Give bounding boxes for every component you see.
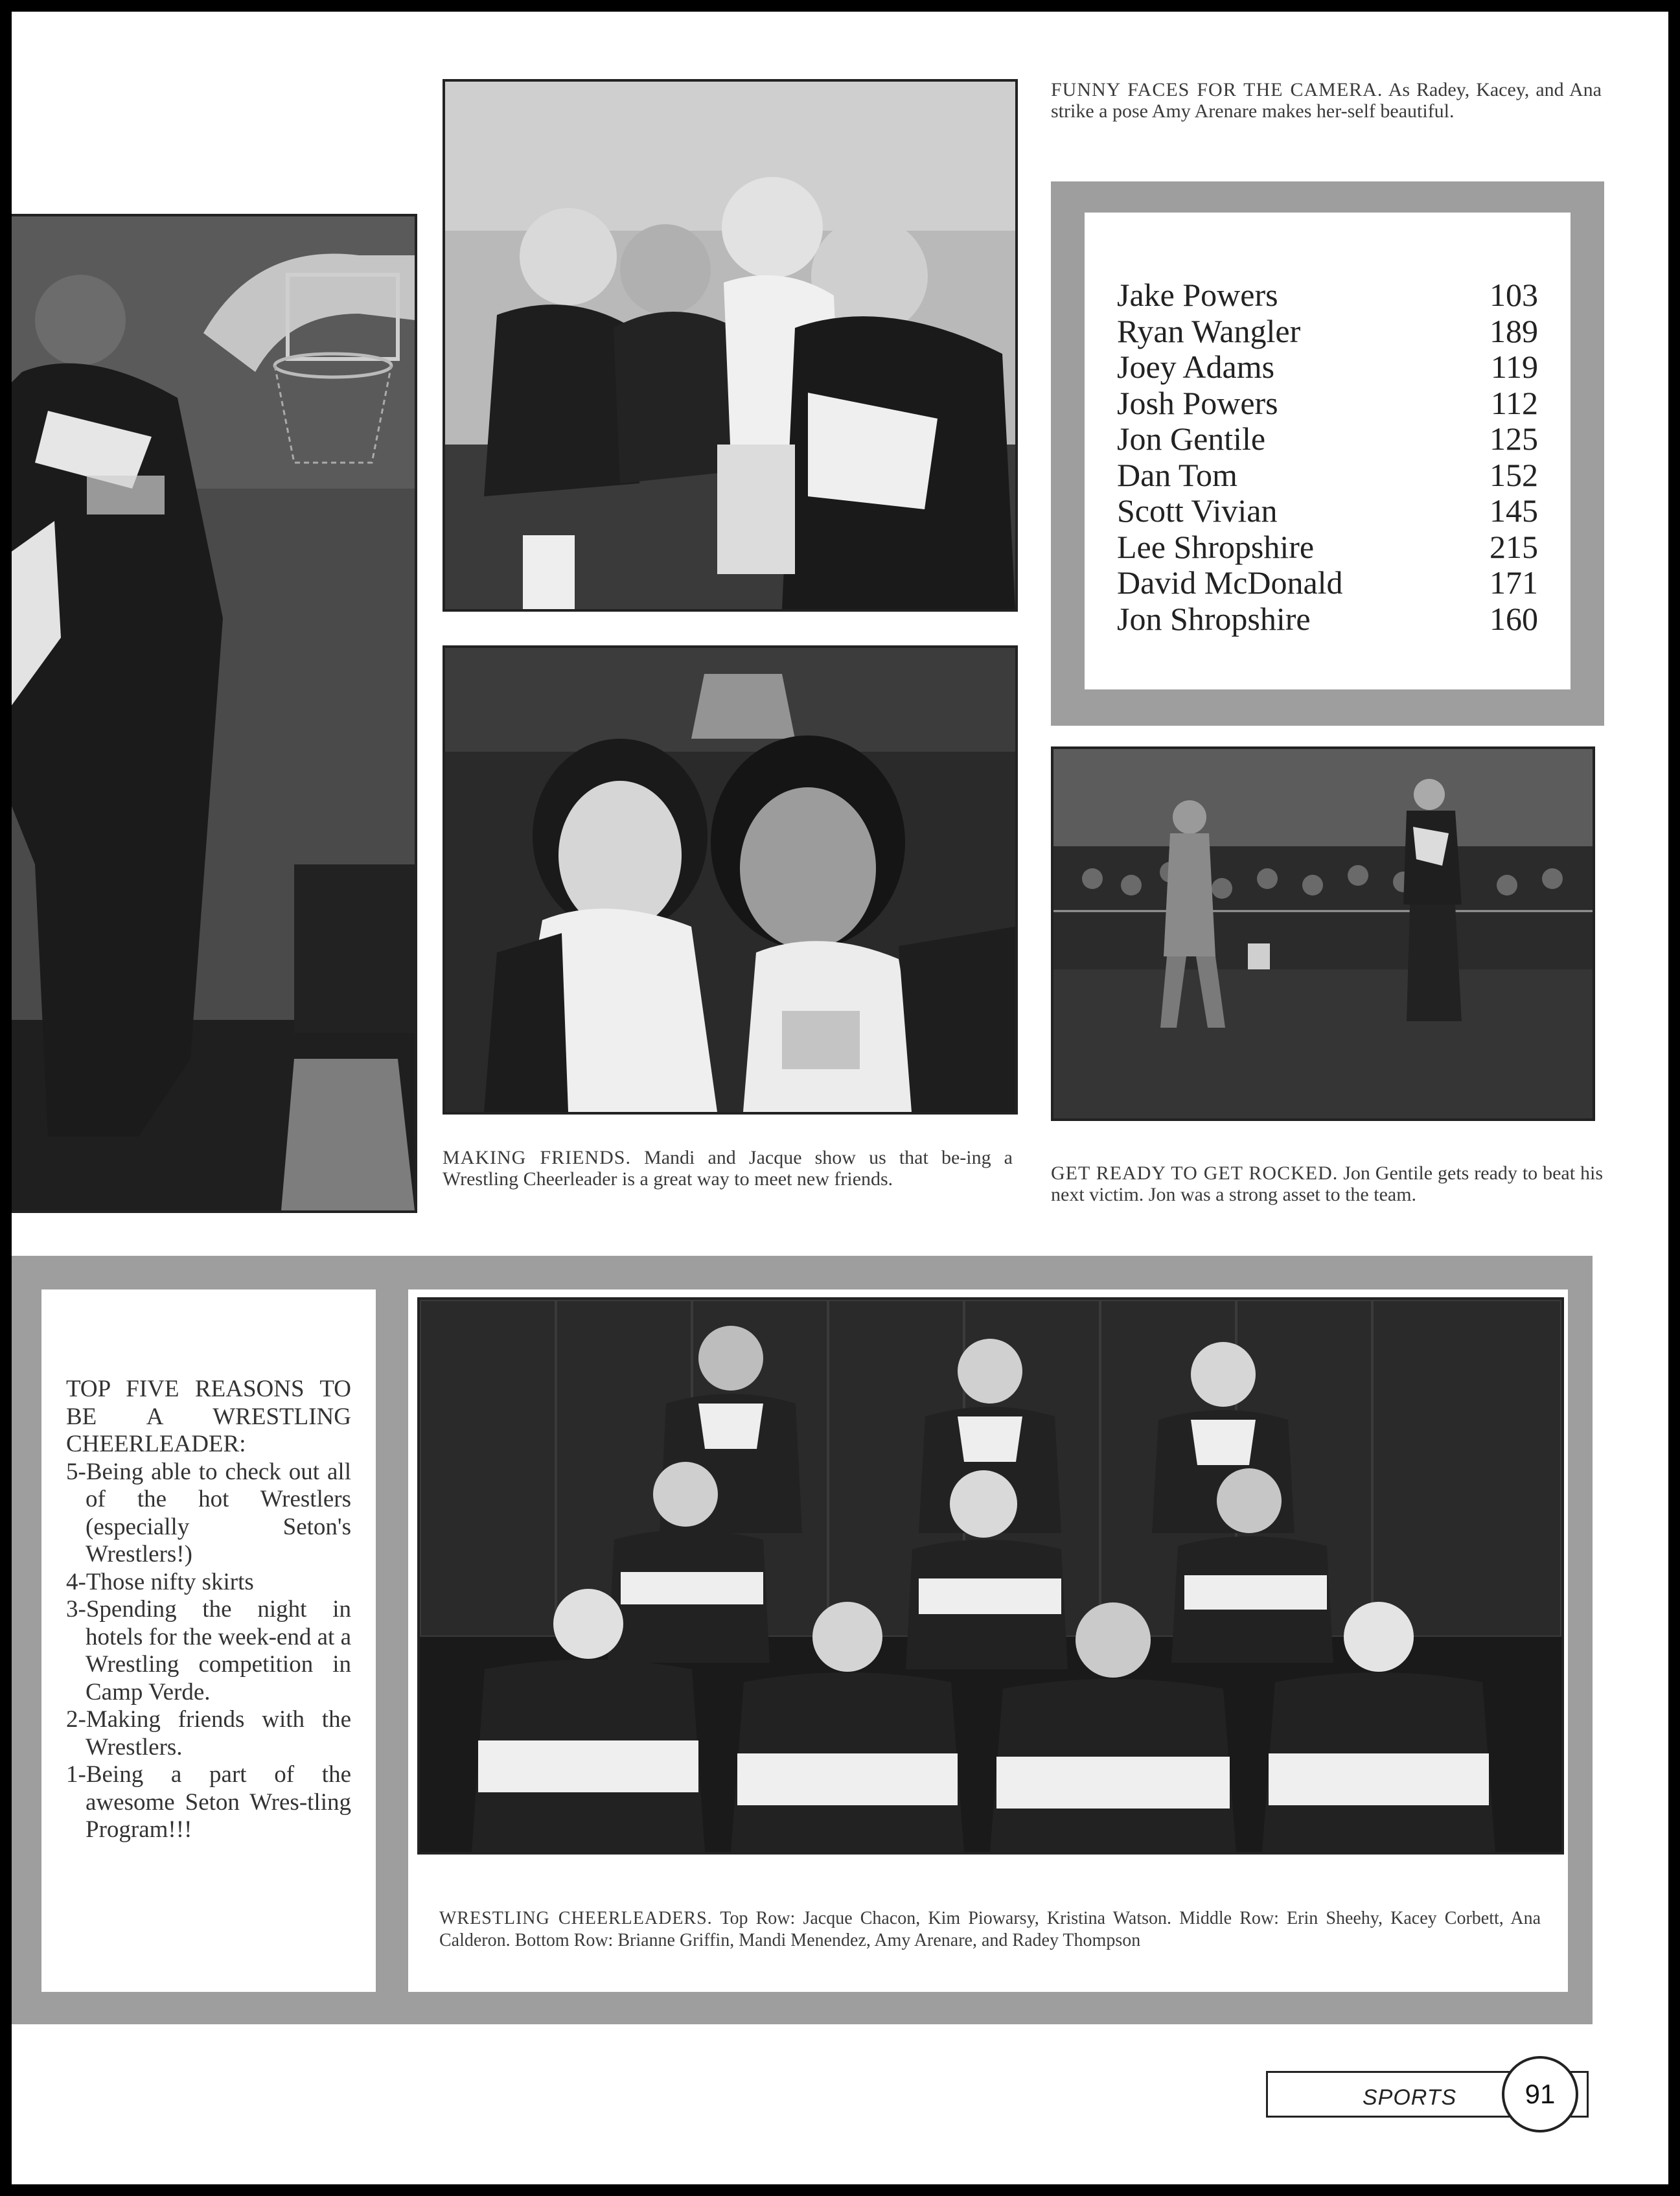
reasons-title: TOP FIVE REASONS TO BE A WRESTLING CHEERLEADER: bbox=[66, 1376, 351, 1457]
caption-making-friends bbox=[443, 1147, 1013, 1190]
reason-item: 2-Making friends with the Wrestlers. bbox=[66, 1706, 351, 1761]
caption-funny-faces bbox=[1051, 79, 1602, 122]
weight-row bbox=[1117, 421, 1538, 457]
wrestler-weight: 125 bbox=[1490, 421, 1538, 457]
weight-row bbox=[1117, 349, 1538, 386]
footer-section-label: SPORTS bbox=[1363, 2085, 1457, 2110]
page-number: 91 bbox=[1502, 2056, 1578, 2132]
yearbook-page bbox=[12, 12, 1668, 2184]
weight-row bbox=[1117, 386, 1538, 422]
caption-heading: MAKING FRIENDS. bbox=[443, 1147, 631, 1168]
wrestler-weight: 103 bbox=[1490, 277, 1538, 313]
wrestler-name: Joey Adams bbox=[1117, 349, 1275, 385]
wrestler-weight: 160 bbox=[1490, 600, 1538, 637]
wrestler-name: Jake Powers bbox=[1117, 277, 1278, 313]
wrestler-weight: 119 bbox=[1490, 349, 1538, 385]
caption-text: Mandi and Jacque show us that be-ing a Wrestling Cheerleader is a great way to meet new friends. bbox=[443, 1147, 1013, 1190]
reason-item: 3-Spending the night in hotels for the week-end at a Wrestling competition in Camp Verde. bbox=[66, 1596, 351, 1705]
weight-row bbox=[1117, 601, 1538, 638]
caption-team bbox=[439, 1908, 1541, 1952]
reason-item: 5-Being able to check out all of the hot Wrestlers (especially Seton's Wrestlers!) bbox=[66, 1458, 351, 1567]
wrestler-weight: 215 bbox=[1490, 528, 1538, 565]
caption-heading: WRESTLING CHEERLEADERS. bbox=[439, 1908, 713, 1928]
weight-row bbox=[1117, 529, 1538, 566]
weight-row bbox=[1117, 565, 1538, 601]
photo-team bbox=[417, 1297, 1564, 1855]
wrestler-name: David McDonald bbox=[1117, 564, 1343, 601]
wrestler-name: Scott Vivian bbox=[1117, 492, 1278, 529]
wrestler-weight: 145 bbox=[1490, 492, 1538, 529]
caption-heading: GET READY TO GET ROCKED. bbox=[1051, 1162, 1339, 1184]
caption-get-ready bbox=[1051, 1162, 1603, 1205]
wrestler-name: Dan Tom bbox=[1117, 456, 1237, 493]
weight-row bbox=[1117, 493, 1538, 529]
photo-get-ready bbox=[1051, 746, 1595, 1121]
weight-row bbox=[1117, 277, 1538, 314]
photo-making-friends bbox=[443, 645, 1018, 1115]
weight-row bbox=[1117, 457, 1538, 494]
photo-funny-faces bbox=[443, 79, 1018, 612]
wrestler-name: Jon Shropshire bbox=[1117, 600, 1311, 637]
weights-list bbox=[1117, 277, 1538, 637]
caption-text: Jon Gentile gets ready to beat his next victim. Jon was a strong asset to the team. bbox=[1051, 1162, 1604, 1205]
reason-item: 4-Those nifty skirts bbox=[66, 1568, 254, 1595]
wrestler-name: Ryan Wangler bbox=[1117, 312, 1301, 349]
reason-item: 1-Being a part of the awesome Seton Wres-tling Program!!! bbox=[66, 1761, 351, 1843]
caption-text: Top Row: Jacque Chacon, Kim Piowarsy, Kristina Watson. Middle Row: Erin Sheehy, Kacey Corbett, Ana Calderon. Bottom Row: Brianne Griffin, Mandi Menendez, Amy Arenare, and Radey Thompson bbox=[439, 1908, 1541, 1950]
wrestler-name: Lee Shropshire bbox=[1117, 528, 1315, 565]
top-five-reasons bbox=[66, 1376, 351, 1844]
wrestler-weight: 112 bbox=[1490, 384, 1538, 421]
wrestler-name: Jon Gentile bbox=[1117, 421, 1266, 457]
wrestler-name: Josh Powers bbox=[1117, 384, 1278, 421]
caption-heading: FUNNY FACES FOR THE CAMERA. bbox=[1051, 79, 1383, 100]
wrestler-weight: 152 bbox=[1490, 456, 1538, 493]
caption-text: As Radey, Kacey, and Ana strike a pose Amy Arenare makes her-self beautiful. bbox=[1051, 79, 1602, 122]
reasons-list bbox=[66, 1459, 351, 1844]
wrestler-weight: 171 bbox=[1490, 564, 1538, 601]
weight-row bbox=[1117, 314, 1538, 350]
wrestler-weight: 189 bbox=[1490, 312, 1538, 349]
photo-wrestler-gym bbox=[12, 214, 417, 1213]
